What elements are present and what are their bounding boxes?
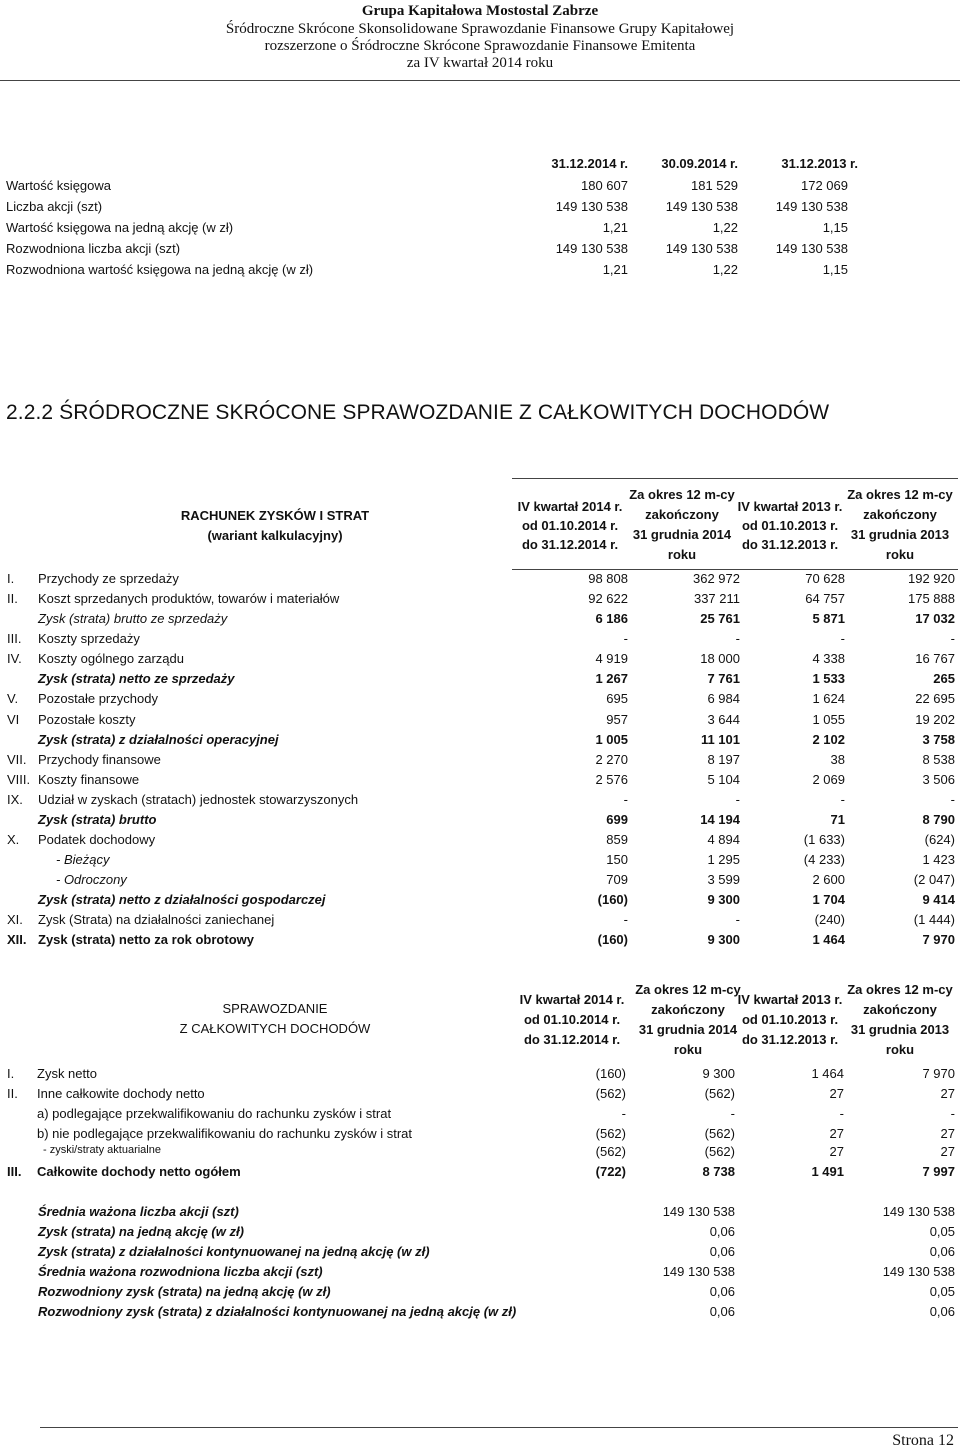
table-cell: (562) bbox=[704, 1144, 735, 1159]
table-cell: (240) bbox=[814, 912, 845, 927]
table-cell: 18 000 bbox=[700, 651, 740, 666]
table-cell: 25 761 bbox=[700, 611, 740, 626]
income-statement-table bbox=[0, 470, 960, 960]
table-cell: - bbox=[623, 912, 628, 927]
row-label: Średnia ważona rozwodniona liczba akcji (szt) bbox=[38, 1264, 323, 1279]
row-label: Zysk (Strata) na działalności zaniechanej bbox=[38, 912, 275, 927]
table-cell: 7 970 bbox=[922, 932, 955, 947]
statement-subtitle: Z CAŁKOWITYCH DOCHODÓW bbox=[179, 1021, 371, 1036]
table-cell: 265 bbox=[933, 671, 955, 686]
row-number: V. bbox=[7, 691, 19, 706]
row-label: b) nie podlegające przekwalifikowaniu do rachunku zysków i strat bbox=[37, 1126, 413, 1141]
table-cell: 149 130 538 bbox=[665, 241, 738, 256]
table-cell: 1 464 bbox=[812, 932, 845, 947]
page-number: Strona 12 bbox=[892, 1432, 954, 1449]
table-cell: 14 194 bbox=[700, 812, 740, 827]
table-cell: - bbox=[623, 631, 628, 646]
column-header: 30.09.2014 r. bbox=[661, 156, 738, 171]
table-cell: 699 bbox=[606, 812, 628, 827]
column-header: od 01.10.2014 r. bbox=[523, 1012, 621, 1027]
table-cell: 1,21 bbox=[602, 220, 628, 235]
table-cell: 337 211 bbox=[693, 591, 740, 606]
table-cell: 27 bbox=[940, 1144, 955, 1159]
column-header: zakończony bbox=[645, 507, 719, 522]
row-label: Koszt sprzedanych produktów, towarów i materiałów bbox=[38, 591, 340, 606]
statement-title: SPRAWOZDANIE bbox=[222, 1001, 328, 1016]
table-cell: 150 bbox=[606, 852, 628, 867]
table-cell: 27 bbox=[829, 1126, 844, 1141]
table-cell: 149 130 538 bbox=[662, 1264, 735, 1279]
table-cell: - bbox=[735, 912, 740, 927]
table-cell: - bbox=[735, 631, 740, 646]
table-cell: 149 130 538 bbox=[555, 241, 628, 256]
table-cell: 38 bbox=[830, 752, 845, 767]
table-cell: 149 130 538 bbox=[555, 199, 628, 214]
row-label: Zysk (strata) netto za rok obrotowy bbox=[38, 932, 254, 947]
column-header: Za okres 12 m-cy bbox=[629, 487, 735, 502]
column-header: Za okres 12 m-cy bbox=[847, 982, 953, 997]
column-header: zakończony bbox=[863, 507, 937, 522]
table-cell: (4 233) bbox=[803, 852, 845, 867]
table-cell: 11 101 bbox=[700, 732, 740, 747]
statement-title: RACHUNEK ZYSKÓW I STRAT bbox=[180, 508, 370, 523]
table-cell: (160) bbox=[597, 932, 628, 947]
row-label: Zysk (strata) brutto bbox=[38, 812, 157, 827]
table-cell: 0,06 bbox=[709, 1244, 735, 1259]
table-cell: 4 894 bbox=[707, 832, 740, 847]
row-label: - zyski/straty aktuarialne bbox=[43, 1144, 161, 1156]
table-cell: 7 970 bbox=[922, 1066, 955, 1081]
column-header: 31 grudnia 2014 bbox=[638, 1022, 738, 1037]
row-label: Zysk (strata) netto z działalności gospodarczej bbox=[38, 892, 326, 907]
row-label: Pozostałe przychody bbox=[38, 691, 158, 706]
eps-table bbox=[0, 1195, 960, 1325]
table-cell: 1,15 bbox=[822, 220, 848, 235]
table-cell: 98 808 bbox=[588, 571, 628, 586]
table-cell: 5 104 bbox=[707, 772, 740, 787]
table-cell: - bbox=[730, 1106, 735, 1121]
row-number: VI bbox=[7, 712, 20, 727]
table-cell: 5 871 bbox=[812, 611, 845, 626]
table-cell: 1 491 bbox=[811, 1164, 844, 1179]
table-cell: 2 600 bbox=[812, 872, 845, 887]
table-cell: 3 506 bbox=[922, 772, 955, 787]
column-header: od 01.10.2014 r. bbox=[521, 518, 619, 533]
table-row-label: Rozwodniona liczba akcji (szt) bbox=[6, 241, 181, 256]
table-cell: (160) bbox=[595, 1066, 626, 1081]
row-number: IV. bbox=[7, 651, 22, 666]
row-label: Inne całkowite dochody netto bbox=[37, 1086, 205, 1101]
row-label: Podatek dochodowy bbox=[38, 832, 156, 847]
company-name: Grupa Kapitałowa Mostostal Zabrze bbox=[361, 3, 599, 19]
table-cell: 149 130 538 bbox=[882, 1264, 955, 1279]
row-number: XII. bbox=[7, 932, 27, 947]
column-header: 31 grudnia 2013 bbox=[850, 527, 950, 542]
row-label: Zysk netto bbox=[37, 1066, 97, 1081]
table-cell: 192 920 bbox=[908, 571, 955, 586]
table-cell: 17 032 bbox=[915, 611, 955, 626]
statement-subtitle: (wariant kalkulacyjny) bbox=[207, 528, 343, 543]
table-cell: 1,21 bbox=[602, 262, 628, 277]
row-label: a) podlegające przekwalifikowaniu do rachunku zysków i strat bbox=[37, 1106, 392, 1121]
table-cell: 2 270 bbox=[595, 752, 628, 767]
comprehensive-income-table bbox=[0, 975, 960, 1179]
table-row-label: Wartość księgowa bbox=[6, 178, 111, 193]
table-cell: 27 bbox=[829, 1144, 844, 1159]
row-label: Rozwodniony zysk (strata) na jedną akcję (w zł) bbox=[38, 1284, 331, 1299]
column-header: 31 grudnia 2013 bbox=[850, 1022, 950, 1037]
table-cell: 19 202 bbox=[915, 712, 955, 727]
table-cell: 3 644 bbox=[707, 712, 740, 727]
table-cell: - bbox=[950, 1106, 955, 1121]
column-header: od 01.10.2013 r. bbox=[741, 1012, 839, 1027]
table-cell: (562) bbox=[595, 1086, 626, 1101]
table-cell: (722) bbox=[595, 1164, 626, 1179]
table-cell: 149 130 538 bbox=[775, 199, 848, 214]
column-header: do 31.12.2014 r. bbox=[523, 1032, 621, 1047]
row-label: - Bieżący bbox=[56, 852, 110, 867]
row-number: II. bbox=[7, 1086, 18, 1101]
section-title: 2.2.2 ŚRÓDROCZNE SKRÓCONE SPRAWOZDANIE Z CAŁKOWITYCH DOCHODÓW bbox=[6, 401, 830, 424]
table-cell: 1 267 bbox=[595, 671, 628, 686]
table-cell: 7 761 bbox=[707, 671, 740, 686]
table-cell: (562) bbox=[595, 1144, 626, 1159]
table-cell: 70 628 bbox=[805, 571, 845, 586]
table-cell: - bbox=[950, 792, 955, 807]
table-cell: 1 533 bbox=[812, 671, 845, 686]
row-number: II. bbox=[7, 591, 18, 606]
table-cell: 9 300 bbox=[707, 892, 740, 907]
row-number: IX. bbox=[7, 792, 23, 807]
table-cell: 1,22 bbox=[712, 262, 738, 277]
table-cell: 1 624 bbox=[812, 691, 845, 706]
table-cell: 149 130 538 bbox=[662, 1204, 735, 1219]
table-cell: 709 bbox=[606, 872, 628, 887]
table-cell: - bbox=[735, 792, 740, 807]
column-header: roku bbox=[885, 1042, 915, 1057]
row-label: Zysk (strata) z działalności kontynuowanej na jedną akcję (w zł) bbox=[38, 1244, 430, 1259]
table-cell: - bbox=[839, 1106, 844, 1121]
table-cell: (562) bbox=[595, 1126, 626, 1141]
column-header: Za okres 12 m-cy bbox=[635, 982, 741, 997]
table-cell: 181 529 bbox=[691, 178, 738, 193]
column-header: roku bbox=[667, 547, 697, 562]
footer-divider bbox=[40, 1427, 958, 1428]
table-cell: 4 919 bbox=[595, 651, 628, 666]
table-cell: 71 bbox=[830, 812, 845, 827]
report-period: za IV kwartał 2014 roku bbox=[406, 55, 554, 71]
table-cell: 8 738 bbox=[702, 1164, 735, 1179]
column-header: Za okres 12 m-cy bbox=[847, 487, 953, 502]
table-cell: (1 444) bbox=[913, 912, 955, 927]
table-cell: 2 102 bbox=[812, 732, 845, 747]
row-label: Zysk (strata) na jedną akcję (w zł) bbox=[38, 1224, 244, 1239]
row-label: Rozwodniony zysk (strata) z działalności kontynuowanej na jedną akcję (w zł) bbox=[38, 1304, 517, 1319]
column-header: do 31.12.2013 r. bbox=[741, 1032, 839, 1047]
table-cell: 27 bbox=[940, 1086, 955, 1101]
table-cell: 6 186 bbox=[595, 611, 628, 626]
row-number: VIII. bbox=[7, 772, 31, 787]
table-cell: - bbox=[950, 631, 955, 646]
table-cell: 957 bbox=[606, 712, 628, 727]
table-cell: 1 005 bbox=[595, 732, 628, 747]
table-cell: 0,06 bbox=[709, 1224, 735, 1239]
table-cell: 149 130 538 bbox=[882, 1204, 955, 1219]
table-cell: - bbox=[623, 792, 628, 807]
row-label: Udział w zyskach (stratach) jednostek stowarzyszonych bbox=[38, 792, 359, 807]
table-cell: 1 464 bbox=[811, 1066, 844, 1081]
column-header: roku bbox=[673, 1042, 703, 1057]
table-cell: (160) bbox=[597, 892, 628, 907]
row-label: Koszty ogólnego zarządu bbox=[38, 651, 184, 666]
table-cell: 9 300 bbox=[707, 932, 740, 947]
column-header: do 31.12.2014 r. bbox=[521, 537, 619, 552]
column-header: 31.12.2013 r. bbox=[781, 156, 858, 171]
column-header: IV kwartał 2013 r. bbox=[737, 499, 843, 514]
table-cell: 92 622 bbox=[588, 591, 628, 606]
table-top-rule bbox=[512, 478, 958, 479]
table-cell: 3 758 bbox=[922, 732, 955, 747]
report-title-line: Śródroczne Skrócone Skonsolidowane Sprawozdanie Finansowe Grupy Kapitałowej bbox=[225, 21, 735, 37]
row-label: Przychody finansowe bbox=[38, 752, 161, 767]
table-cell: 6 984 bbox=[707, 691, 740, 706]
table-cell: 4 338 bbox=[812, 651, 845, 666]
row-label: Zysk (strata) z działalności operacyjnej bbox=[38, 732, 279, 747]
table-cell: 3 599 bbox=[707, 872, 740, 887]
table-row-label: Rozwodniona wartość księgowa na jedną akcję (w zł) bbox=[6, 262, 314, 277]
table-cell: 1,22 bbox=[712, 220, 738, 235]
table-cell: 9 300 bbox=[702, 1066, 735, 1081]
column-header: zakończony bbox=[863, 1002, 937, 1017]
table-cell: - bbox=[621, 1106, 626, 1121]
column-header: do 31.12.2013 r. bbox=[741, 537, 839, 552]
column-header: IV kwartał 2014 r. bbox=[517, 499, 623, 514]
table-cell: 7 997 bbox=[922, 1164, 955, 1179]
table-cell: 859 bbox=[606, 832, 628, 847]
table-cell: (562) bbox=[704, 1126, 735, 1141]
row-number: I. bbox=[7, 1066, 15, 1081]
table-cell: 695 bbox=[606, 691, 628, 706]
table-cell: (624) bbox=[924, 832, 955, 847]
table-cell: 175 888 bbox=[908, 591, 955, 606]
book-value-table bbox=[0, 0, 960, 300]
table-cell: 1 704 bbox=[812, 892, 845, 907]
table-cell: (562) bbox=[704, 1086, 735, 1101]
table-cell: 2 069 bbox=[812, 772, 845, 787]
table-cell: 1 295 bbox=[707, 852, 740, 867]
table-cell: 362 972 bbox=[693, 571, 740, 586]
table-cell: 2 576 bbox=[595, 772, 628, 787]
row-label: Całkowite dochody netto ogółem bbox=[37, 1164, 241, 1179]
table-header-rule bbox=[512, 569, 958, 570]
table-cell: 8 538 bbox=[922, 752, 955, 767]
table-cell: 8 197 bbox=[707, 752, 740, 767]
table-cell: 149 130 538 bbox=[775, 241, 848, 256]
row-label: Zysk (strata) netto ze sprzedaży bbox=[38, 671, 235, 686]
table-cell: 27 bbox=[940, 1126, 955, 1141]
table-row-label: Wartość księgowa na jedną akcję (w zł) bbox=[6, 220, 234, 235]
table-cell: (1 633) bbox=[803, 832, 845, 847]
table-cell: 1 055 bbox=[812, 712, 845, 727]
row-label: Pozostałe koszty bbox=[38, 712, 136, 727]
table-cell: 0,06 bbox=[709, 1304, 735, 1319]
table-cell: 8 790 bbox=[922, 812, 955, 827]
row-number: III. bbox=[7, 1164, 22, 1179]
column-header: od 01.10.2013 r. bbox=[741, 518, 839, 533]
row-label: Zysk (strata) brutto ze sprzedaży bbox=[38, 611, 228, 626]
row-label: Koszty finansowe bbox=[38, 772, 140, 787]
column-header: roku bbox=[885, 547, 915, 562]
table-cell: 0,05 bbox=[929, 1224, 955, 1239]
table-cell: 9 414 bbox=[922, 892, 955, 907]
row-number: VII. bbox=[7, 752, 27, 767]
row-number: III. bbox=[7, 631, 22, 646]
table-cell: 1 423 bbox=[922, 852, 955, 867]
column-header: IV kwartał 2014 r. bbox=[519, 992, 625, 1007]
table-cell: 180 607 bbox=[581, 178, 628, 193]
table-cell: 1,15 bbox=[822, 262, 848, 277]
column-header: zakończony bbox=[651, 1002, 725, 1017]
row-number: XI. bbox=[7, 912, 23, 927]
row-label: - Odroczony bbox=[56, 872, 127, 887]
table-cell: 0,06 bbox=[929, 1244, 955, 1259]
table-cell: (2 047) bbox=[913, 872, 955, 887]
table-cell: 0,06 bbox=[929, 1304, 955, 1319]
table-cell: 16 767 bbox=[915, 651, 955, 666]
table-cell: 149 130 538 bbox=[665, 199, 738, 214]
table-cell: 172 069 bbox=[801, 178, 848, 193]
report-subtitle-line: rozszerzone o Śródroczne Skrócone Sprawozdanie Finansowe Emitenta bbox=[264, 38, 696, 54]
row-number: I. bbox=[7, 571, 15, 586]
table-cell: - bbox=[840, 792, 845, 807]
table-cell: 27 bbox=[829, 1086, 844, 1101]
column-header: 31 grudnia 2014 bbox=[632, 527, 732, 542]
row-label: Przychody ze sprzedaży bbox=[38, 571, 179, 586]
row-label: Koszty sprzedaży bbox=[38, 631, 140, 646]
table-row-label: Liczba akcji (szt) bbox=[6, 199, 103, 214]
table-cell: - bbox=[840, 631, 845, 646]
table-cell: 64 757 bbox=[805, 591, 845, 606]
column-header: IV kwartał 2013 r. bbox=[737, 992, 843, 1007]
table-cell: 22 695 bbox=[915, 691, 955, 706]
table-cell: 0,06 bbox=[709, 1284, 735, 1299]
row-number: X. bbox=[7, 832, 20, 847]
row-label: Średnia ważona liczba akcji (szt) bbox=[38, 1204, 239, 1219]
table-cell: 0,05 bbox=[929, 1284, 955, 1299]
column-header: 31.12.2014 r. bbox=[551, 156, 628, 171]
